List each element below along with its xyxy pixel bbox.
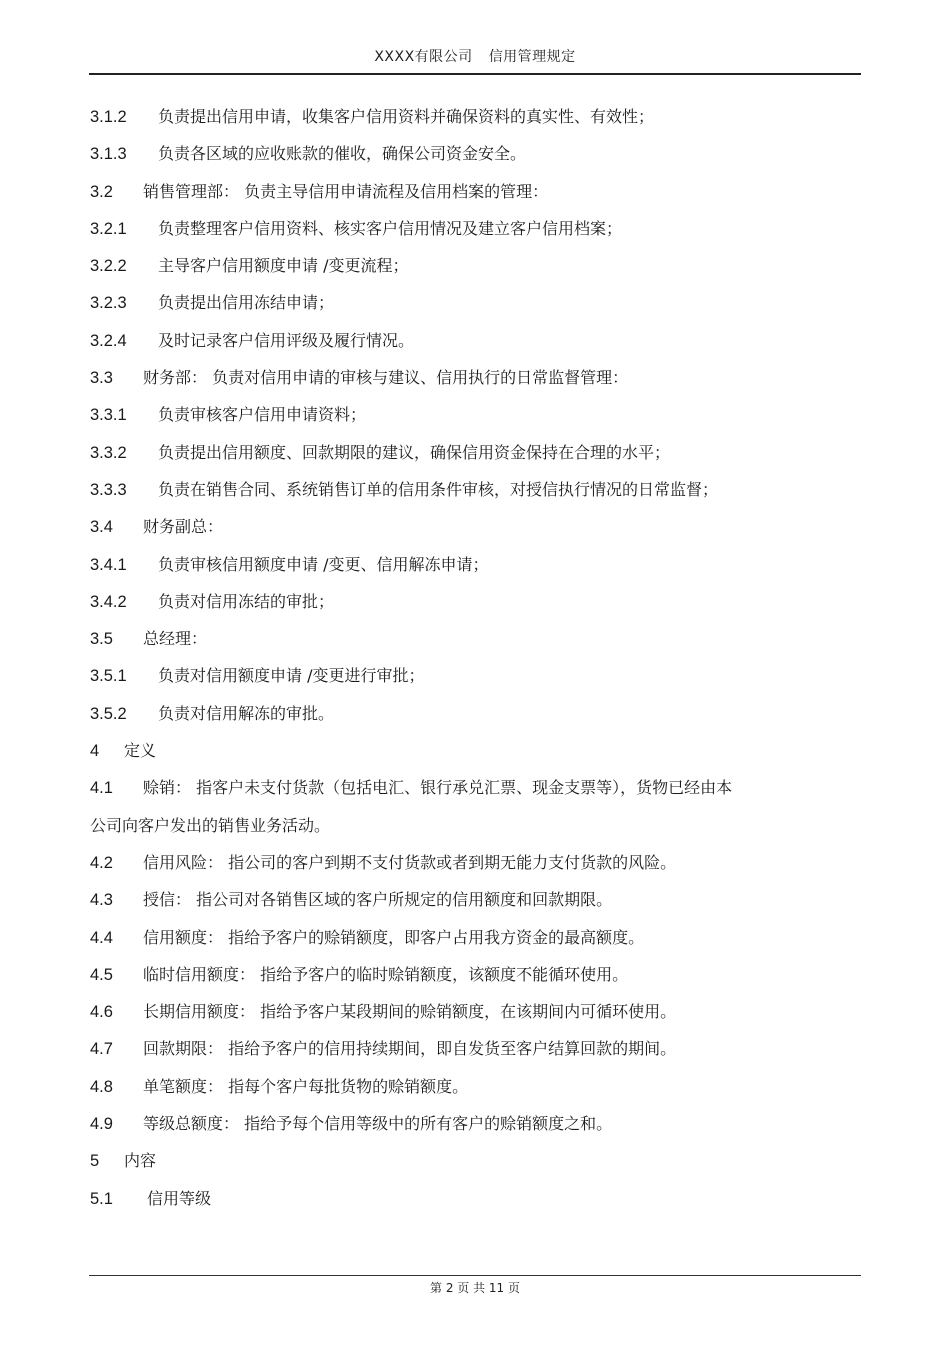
clause-number: 4.2 [90, 853, 113, 872]
clause-3-3-2 [90, 438, 830, 475]
clause-number: 4.4 [90, 928, 113, 947]
clause-text: 负责提出信用额度、回款期限的建议，确保信用资金保持在合理的水平； [158, 442, 671, 462]
clause-number: 3.3 [90, 369, 113, 388]
clause-3-2-1 [90, 214, 830, 251]
clause-4-4 [90, 923, 830, 960]
clause-text: 负责整理客户信用资料、核实客户信用情况及建立客户信用档案； [158, 218, 623, 238]
clause-4-2 [90, 848, 830, 885]
clause-text: 财务部： 负责对信用申请的审核与建议、信用执行的日常监督管理： [143, 368, 629, 388]
clause-text: 负责在销售合同、系统销售订单的信用条件审核，对授信执行情况的日常监督； [158, 479, 719, 499]
clause-3-3 [90, 363, 830, 400]
document-body [90, 102, 830, 1221]
section-title: 定义 [124, 741, 157, 761]
section-number: 4 [90, 742, 100, 761]
clause-3-1-2 [90, 102, 830, 139]
clause-3-2 [90, 177, 830, 214]
clause-text: 信用等级 [147, 1188, 212, 1208]
clause-number: 3.2 [90, 182, 113, 201]
clause-4-6 [90, 997, 830, 1034]
clause-number: 3.5 [90, 630, 113, 649]
clause-number: 3.3.2 [90, 443, 127, 462]
clause-4-7 [90, 1034, 830, 1071]
clause-4-9 [90, 1109, 830, 1146]
clause-text: 负责审核信用额度申请 /变更、信用解冻申请； [158, 554, 489, 574]
clause-text: 财务副总： [143, 517, 224, 537]
clause-3-2-2 [90, 251, 830, 288]
clause-3-5 [90, 624, 830, 661]
clause-3-3-1 [90, 400, 830, 437]
clause-3-2-3 [90, 288, 830, 325]
header-company: XXXX有限公司 [374, 49, 473, 65]
clause-3-3-3 [90, 475, 830, 512]
clause-number: 4.8 [90, 1077, 113, 1096]
clause-number: 3.5.2 [90, 704, 127, 723]
clause-text: 临时信用额度： 指给予客户的临时赊销额度，该额度不能循环使用。 [143, 964, 629, 984]
clause-number: 4.7 [90, 1040, 113, 1059]
clause-number: 3.1.2 [90, 108, 127, 126]
header-divider [89, 73, 861, 75]
section-4-heading [90, 736, 830, 773]
clause-number: 5.1 [90, 1189, 113, 1208]
clause-4-1-continuation [90, 811, 830, 848]
clause-text: 负责审核客户信用申请资料； [158, 405, 367, 425]
clause-3-4-1 [90, 550, 830, 587]
clause-number: 3.2.1 [90, 219, 127, 238]
clause-text: 负责各区域的应收账款的催收，确保公司资金安全。 [158, 144, 527, 164]
clause-5-1 [90, 1184, 830, 1221]
clause-3-2-4 [90, 326, 830, 363]
page-header [0, 46, 950, 66]
clause-3-5-1 [90, 661, 830, 698]
clause-number: 3.1.3 [90, 145, 127, 164]
clause-3-4 [90, 512, 830, 549]
page-footer [0, 1279, 950, 1296]
clause-text: 授信： 指公司对各销售区域的客户所规定的信用额度和回款期限。 [143, 890, 613, 910]
header-doc-title: 信用管理规定 [488, 49, 576, 65]
clause-number: 3.5.1 [90, 667, 127, 686]
page-number: 第 2 页 共 11 页 [430, 1281, 520, 1295]
clause-number: 3.4 [90, 518, 113, 537]
clause-text: 长期信用额度： 指给予客户某段期间的赊销额度，在该期间内可循环使用。 [143, 1002, 677, 1022]
clause-text: 负责对信用解冻的审批。 [158, 703, 335, 723]
clause-text: 负责对信用额度申请 /变更进行审批； [158, 666, 425, 686]
clause-4-3 [90, 885, 830, 922]
clause-number: 3.3.1 [90, 406, 127, 425]
clause-text: 单笔额度： 指每个客户每批货物的赊销额度。 [143, 1076, 469, 1096]
clause-4-8 [90, 1072, 830, 1109]
clause-text: 负责提出信用冻结申请； [158, 293, 335, 313]
section-number: 5 [90, 1152, 100, 1171]
clause-number: 3.3.3 [90, 480, 127, 499]
footer-divider [89, 1275, 861, 1276]
clause-3-1-3 [90, 139, 830, 176]
clause-3-5-2 [90, 699, 830, 736]
clause-number: 4.9 [90, 1115, 113, 1134]
clause-text: 总经理： [143, 629, 208, 649]
clause-text: 回款期限： 指给予客户的信用持续期间，即自发货至客户结算回款的期间。 [143, 1039, 677, 1059]
clause-4-5 [90, 960, 830, 997]
clause-number: 4.6 [90, 1003, 113, 1022]
section-title: 内容 [124, 1151, 157, 1171]
clause-3-4-2 [90, 587, 830, 624]
clause-number: 3.4.1 [90, 555, 127, 574]
clause-text: 等级总额度： 指给予每个信用等级中的所有客户的赊销额度之和。 [143, 1114, 613, 1134]
clause-text: 负责提出信用申请，收集客户信用资料并确保资料的真实性、有效性； [158, 107, 655, 126]
clause-number: 3.4.2 [90, 592, 127, 611]
clause-text: 主导客户信用额度申请 /变更流程； [158, 256, 409, 276]
clause-text: 负责对信用冻结的审批； [158, 591, 335, 611]
clause-text: 信用额度： 指给予客户的赊销额度，即客户占用我方资金的最高额度。 [143, 927, 645, 947]
clause-text: 信用风险： 指公司的客户到期不支付货款或者到期无能力支付货款的风险。 [143, 852, 677, 872]
clause-text: 及时记录客户信用评级及履行情况。 [158, 330, 415, 350]
section-5-heading [90, 1146, 830, 1183]
clause-number: 3.2.4 [90, 331, 127, 350]
clause-text: 销售管理部： 负责主导信用申请流程及信用档案的管理： [143, 181, 549, 201]
clause-4-1 [90, 773, 830, 810]
clause-number: 3.2.3 [90, 294, 127, 313]
clause-text: 赊销： 指客户未支付货款（包括电汇、银行承兑汇票、现金支票等），货物已经由本 [143, 778, 733, 798]
clause-number: 4.1 [90, 779, 113, 798]
clause-number: 3.2.2 [90, 257, 127, 276]
clause-number: 4.5 [90, 965, 113, 984]
clause-text: 公司向客户发出的销售业务活动。 [90, 815, 331, 835]
clause-number: 4.3 [90, 891, 113, 910]
